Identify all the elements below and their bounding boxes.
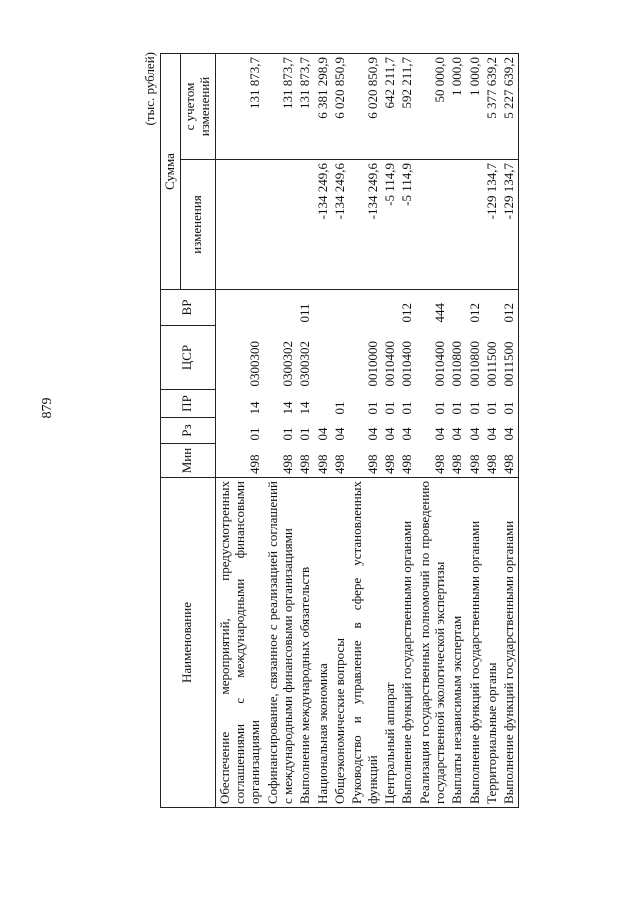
row-pr: 14 <box>280 401 296 415</box>
row-change: -134 249,6 <box>348 160 381 290</box>
row-total: 592 211,7 <box>398 54 415 160</box>
row-change: -129 134,7 <box>500 160 518 290</box>
row-min: 498 <box>466 444 483 478</box>
row-change <box>296 160 313 290</box>
row-total: 131 873,7 <box>264 54 297 160</box>
row-min: 498 <box>398 444 415 478</box>
row-name: Реализация государственных полномочий по проведению государственной экологической экспертизы <box>416 478 449 808</box>
row-min: 498 <box>264 444 297 478</box>
row-total: 642 211,7 <box>381 54 398 160</box>
table-row <box>398 54 415 808</box>
row-vr <box>215 290 263 326</box>
row-min: 498 <box>348 444 381 478</box>
table-row <box>466 54 483 808</box>
row-name: Центральный аппарат <box>381 478 398 808</box>
header-csr: ЦСР <box>161 326 216 390</box>
table-row <box>416 54 449 808</box>
row-rz: 04 <box>500 418 518 444</box>
row-min: 498 <box>331 444 348 478</box>
row-min: 498 <box>500 444 518 478</box>
row-min: 498 <box>314 444 331 478</box>
table-body <box>215 54 518 808</box>
row-rz: 01 <box>247 427 263 441</box>
row-total: 6 020 850,9 <box>331 54 348 160</box>
row-csr: 0300302 <box>297 341 313 387</box>
row-rz: 04 <box>382 427 398 441</box>
row-rz: 04 <box>466 427 482 441</box>
header-min: Мин <box>161 444 216 478</box>
row-change <box>448 160 465 290</box>
row-pr: 01 <box>432 401 448 415</box>
page-number: 879 <box>40 397 55 419</box>
row-pr: 01 <box>399 401 415 415</box>
row-csr: 0010800 <box>466 341 482 387</box>
row-total: 1 000,0 <box>448 54 465 160</box>
row-csr: 0010400 <box>399 341 415 387</box>
row-pr: 14 <box>247 401 263 415</box>
row-vr: 444 <box>416 290 449 326</box>
row-vr: 012 <box>500 290 518 326</box>
row-rz: 04 <box>484 427 500 441</box>
row-rz: 04 <box>432 427 448 441</box>
table-row <box>483 54 500 808</box>
row-rz: 04 <box>449 427 465 441</box>
table-row <box>348 54 381 808</box>
table-row <box>331 54 348 808</box>
row-min: 498 <box>416 444 449 478</box>
row-rz: 04 <box>314 427 330 441</box>
row-total: 6 381 298,9 <box>314 54 331 160</box>
table-row <box>500 54 518 808</box>
rotated-budget-table-page <box>140 40 570 820</box>
row-csr: 0010400 <box>382 341 398 387</box>
row-min: 498 <box>215 444 263 478</box>
row-pr: 01 <box>364 401 380 415</box>
row-vr <box>331 290 348 326</box>
row-change <box>466 160 483 290</box>
row-vr: 012 <box>398 290 415 326</box>
row-min: 498 <box>381 444 398 478</box>
row-vr <box>348 290 381 326</box>
row-csr: 0010800 <box>449 341 465 387</box>
row-pr <box>314 390 331 418</box>
table-row <box>215 54 263 808</box>
row-change: -5 114,9 <box>398 160 415 290</box>
row-name: Выполнение функций государственными органами <box>398 478 415 808</box>
row-name: Общеэкономические вопросы <box>331 478 348 808</box>
row-name: Софинансирование, связанное с реализацией соглашений с международными финансовыми организациями <box>264 478 297 808</box>
header-sum: Сумма <box>161 54 181 290</box>
row-name: Выплаты независимым экспертам <box>448 478 465 808</box>
table-row <box>296 54 313 808</box>
row-rz: 01 <box>280 427 296 441</box>
row-total: 131 873,7 <box>296 54 313 160</box>
unit-note: (тыс. рублей) <box>142 52 157 126</box>
row-vr <box>264 290 297 326</box>
row-vr <box>381 290 398 326</box>
row-total: 50 000,0 <box>416 54 449 160</box>
row-csr: 0300300 <box>247 341 263 387</box>
row-pr: 01 <box>382 401 398 415</box>
budget-table <box>160 53 519 808</box>
row-min: 498 <box>483 444 500 478</box>
row-total: 5 377 639,2 <box>483 54 500 160</box>
table-row <box>448 54 465 808</box>
row-rz: 01 <box>297 427 313 441</box>
row-pr: 01 <box>449 401 465 415</box>
row-name: Национальная экономика <box>314 478 331 808</box>
header-change: изменения <box>180 160 215 290</box>
row-rz: 04 <box>332 427 348 441</box>
row-csr <box>314 326 331 390</box>
row-rz: 04 <box>364 427 380 441</box>
row-name: Руководство и управление в сфере установленных функций <box>348 478 381 808</box>
row-min: 498 <box>296 444 313 478</box>
row-change: -5 114,9 <box>381 160 398 290</box>
row-total: 5 227 639,2 <box>500 54 518 160</box>
header-with-change: с учетом изменений <box>180 54 215 160</box>
row-csr: 0011500 <box>500 326 518 390</box>
row-total: 131 873,7 <box>215 54 263 160</box>
header-name: Наименование <box>161 478 216 808</box>
row-csr: 0010000 <box>364 341 380 387</box>
row-csr: 0010400 <box>432 341 448 387</box>
row-pr: 01 <box>466 401 482 415</box>
row-name: Территориальные органы <box>483 478 500 808</box>
table-row <box>381 54 398 808</box>
table-row <box>264 54 297 808</box>
row-csr: 0011500 <box>484 341 500 387</box>
row-change: -134 249,6 <box>314 160 331 290</box>
row-pr: 01 <box>500 390 518 418</box>
row-change <box>215 160 263 290</box>
row-change: -129 134,7 <box>483 160 500 290</box>
row-name: Выполнение функций государственными органами <box>466 478 483 808</box>
row-vr <box>448 290 465 326</box>
header-pr: ПР <box>161 390 216 418</box>
row-pr: 14 <box>297 401 313 415</box>
row-vr <box>314 290 331 326</box>
row-vr: 011 <box>296 290 313 326</box>
header-vr: ВР <box>161 290 216 326</box>
header-rz: Рз <box>161 418 216 444</box>
row-vr: 012 <box>466 290 483 326</box>
row-change <box>264 160 297 290</box>
row-name: Выполнение международных обязательств <box>296 478 313 808</box>
row-csr <box>331 326 348 390</box>
row-name: Обеспечение мероприятий, предусмотренных соглашениями с международными финансовыми организациями <box>215 478 263 808</box>
row-name: Выполнение функций государственными органами <box>500 478 518 808</box>
table-row <box>314 54 331 808</box>
row-csr: 0300302 <box>280 341 296 387</box>
row-pr: 01 <box>332 401 348 415</box>
row-rz: 04 <box>399 427 415 441</box>
row-vr <box>483 290 500 326</box>
row-change: -134 249,6 <box>331 160 348 290</box>
row-change <box>416 160 449 290</box>
row-total: 1 000,0 <box>466 54 483 160</box>
row-pr: 01 <box>484 401 500 415</box>
row-total: 6 020 850,9 <box>348 54 381 160</box>
row-min: 498 <box>448 444 465 478</box>
